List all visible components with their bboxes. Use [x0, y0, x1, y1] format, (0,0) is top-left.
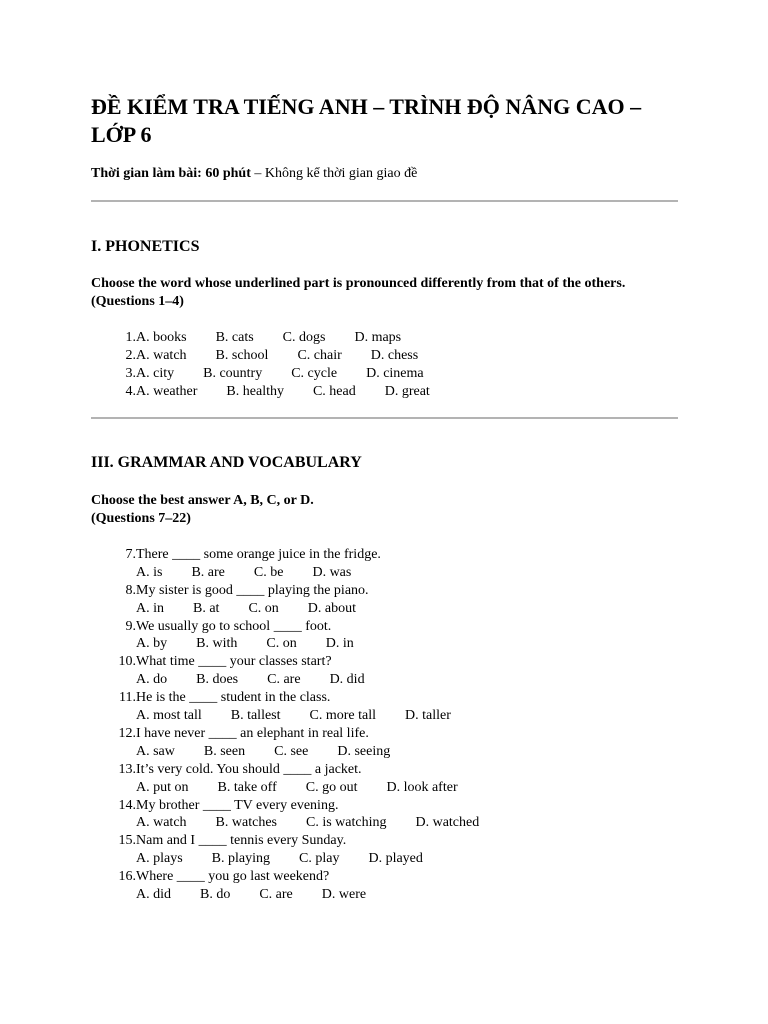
- question-options: [136, 635, 383, 653]
- time-note: – Không kể thời gian giao đề: [250, 166, 418, 181]
- question-options-row: [91, 779, 679, 797]
- question-options: [136, 383, 459, 401]
- answer-option: D. about: [307, 600, 357, 616]
- question-stem: Where ____ you go last weekend?: [136, 869, 330, 885]
- question-number: 15.: [118, 833, 136, 849]
- question-options-row: [91, 814, 679, 832]
- answer-option: A. watch: [136, 815, 187, 831]
- answer-option: C. dogs: [282, 330, 326, 345]
- question-stem-row: [91, 582, 679, 600]
- answer-option: C. on: [266, 636, 297, 652]
- answer-option: D. chess: [370, 348, 419, 363]
- answer-option: B. tallest: [230, 707, 281, 723]
- question-number: 11.: [119, 690, 136, 706]
- answer-option: C. chair: [297, 348, 342, 363]
- question-item: [91, 365, 679, 383]
- question-options-row: [91, 850, 679, 868]
- answer-option: A. did: [136, 886, 171, 902]
- answer-option: C. be: [253, 564, 284, 580]
- question-stem: Nam and I ____ tennis every Sunday.: [136, 833, 347, 849]
- answer-option: B. do: [200, 886, 231, 902]
- answer-option: C. go out: [305, 779, 358, 795]
- answer-option: C. play: [299, 851, 340, 867]
- answer-option: D. great: [384, 384, 430, 399]
- question-stem-row: [91, 546, 679, 564]
- question-item: [91, 582, 679, 618]
- question-options: [136, 707, 480, 725]
- question-options: [136, 671, 394, 689]
- answer-option: B. take off: [217, 779, 277, 795]
- question-stem-row: [91, 618, 679, 636]
- grammar-instruction: [91, 492, 314, 528]
- answer-option: A. weather: [136, 384, 198, 399]
- answer-option: C. is watching: [305, 815, 387, 831]
- question-options-row: [91, 600, 679, 618]
- question-item: [91, 761, 679, 797]
- answer-option: D. taller: [405, 707, 451, 723]
- answer-option: C. cycle: [291, 366, 338, 381]
- answer-option: B. does: [196, 672, 239, 688]
- question-item: [91, 653, 679, 689]
- question-stem-row: [91, 797, 679, 815]
- question-stem-row: [91, 689, 679, 707]
- question-stem-row: [91, 761, 679, 779]
- answer-option: D. seeing: [337, 743, 391, 759]
- question-options: [136, 814, 508, 832]
- answer-option: B. watches: [215, 815, 277, 831]
- answer-option: B. at: [193, 600, 220, 616]
- question-options: [136, 743, 419, 761]
- answer-option: D. was: [312, 564, 352, 580]
- question-stem: My sister is good ____ playing the piano.: [136, 582, 369, 598]
- question-stem-row: [91, 725, 679, 743]
- grammar-question-range: (Questions 7–22): [91, 511, 191, 526]
- answer-option: B. with: [196, 636, 238, 652]
- question-item: [91, 832, 679, 868]
- question-item: [91, 347, 679, 365]
- divider: [91, 200, 678, 202]
- answer-option: A. plays: [136, 851, 183, 867]
- question-item: [91, 546, 679, 582]
- answer-option: B. playing: [211, 851, 271, 867]
- time-label: Thời gian làm bài: 60 phút: [91, 166, 251, 181]
- answer-option: D. in: [325, 636, 354, 652]
- answer-option: A. put on: [136, 779, 189, 795]
- answer-option: C. more tall: [309, 707, 377, 723]
- question-stem: He is the ____ student in the class.: [136, 690, 331, 706]
- answer-option: A. do: [136, 672, 168, 688]
- question-options: [136, 329, 430, 347]
- question-options-row: [91, 886, 679, 904]
- answer-option: D. maps: [354, 330, 402, 345]
- question-number: 13.: [118, 761, 136, 777]
- answer-option: D. watched: [415, 815, 480, 831]
- question-options: [136, 600, 385, 618]
- answer-option: A. city: [136, 366, 175, 381]
- answer-option: C. are: [267, 672, 301, 688]
- question-options-row: [91, 707, 679, 725]
- answer-option: A. watch: [136, 348, 187, 363]
- answer-option: B. are: [191, 564, 225, 580]
- question-options: [136, 564, 380, 582]
- question-item: [91, 689, 679, 725]
- answer-option: C. see: [274, 743, 309, 759]
- question-options: [136, 365, 453, 383]
- question-stem: There ____ some orange juice in the fridge.: [136, 547, 381, 562]
- answer-option: D. cinema: [366, 366, 424, 381]
- answer-option: C. on: [248, 600, 279, 616]
- answer-option: A. books: [136, 330, 187, 345]
- question-stem: I have never ____ an elephant in real life.: [136, 725, 369, 741]
- grammar-question-list: [91, 546, 679, 904]
- time-info: [91, 165, 417, 183]
- phonetics-question-range: (Questions 1–4): [91, 294, 184, 309]
- phonetics-question-list: [91, 329, 679, 401]
- answer-option: A. most tall: [136, 707, 202, 723]
- question-stem-row: [91, 832, 679, 850]
- question-stem: It’s very cold. You should ____ a jacket.: [136, 761, 362, 777]
- question-item: [91, 329, 679, 347]
- question-options: [136, 886, 395, 904]
- question-options-row: [91, 635, 679, 653]
- question-item: [91, 868, 679, 904]
- question-number: 12.: [118, 725, 136, 741]
- answer-option: A. saw: [136, 743, 175, 759]
- answer-option: B. school: [215, 348, 269, 363]
- answer-option: B. healthy: [226, 384, 284, 399]
- answer-option: B. cats: [215, 330, 254, 345]
- exam-title: ĐỀ KIỂM TRA TIẾNG ANH – TRÌNH ĐỘ NÂNG CAO – LỚP 6: [91, 94, 642, 147]
- question-options: [136, 850, 452, 868]
- question-item: [91, 383, 679, 401]
- question-number: 9.: [125, 618, 136, 634]
- question-stem: We usually go to school ____ foot.: [136, 618, 332, 634]
- question-number: 2.: [125, 348, 136, 363]
- answer-option: B. seen: [203, 743, 246, 759]
- question-options-row: [91, 564, 679, 582]
- question-number: 1.: [125, 330, 136, 345]
- question-number: 10.: [118, 654, 136, 670]
- phonetics-instruction-text: Choose the word whose underlined part is pronounced differently from that of the others.: [91, 276, 626, 291]
- question-stem-row: [91, 653, 679, 671]
- question-stem: My brother ____ TV every evening.: [136, 797, 339, 813]
- section-heading-grammar: III. GRAMMAR AND VOCABULARY: [91, 454, 362, 471]
- question-stem: What time ____ your classes start?: [136, 654, 332, 670]
- question-options: [136, 779, 487, 797]
- section-heading-phonetics: I. PHONETICS: [91, 238, 200, 255]
- phonetics-instruction: [91, 275, 625, 311]
- question-number: 16.: [118, 869, 136, 885]
- answer-option: D. played: [368, 851, 423, 867]
- question-item: [91, 797, 679, 833]
- answer-option: A. is: [136, 564, 163, 580]
- question-item: [91, 618, 679, 654]
- question-stem-row: [91, 868, 679, 886]
- answer-option: C. head: [312, 384, 356, 399]
- question-options-row: [91, 743, 679, 761]
- question-number: 3.: [125, 366, 136, 381]
- question-options-row: [91, 671, 679, 689]
- question-options: [136, 347, 447, 365]
- answer-option: D. did: [329, 672, 365, 688]
- grammar-instruction-text: Choose the best answer A, B, C, or D.: [91, 493, 314, 508]
- divider: [91, 417, 678, 419]
- question-number: 8.: [125, 582, 136, 598]
- question-number: 14.: [118, 797, 136, 813]
- answer-option: A. by: [136, 636, 168, 652]
- question-number: 4.: [125, 384, 136, 399]
- answer-option: D. were: [321, 886, 367, 902]
- answer-option: B. country: [203, 366, 263, 381]
- question-item: [91, 725, 679, 761]
- answer-option: D. look after: [386, 779, 458, 795]
- question-number: 7.: [125, 547, 136, 562]
- answer-option: C. are: [259, 886, 293, 902]
- answer-option: A. in: [136, 600, 164, 616]
